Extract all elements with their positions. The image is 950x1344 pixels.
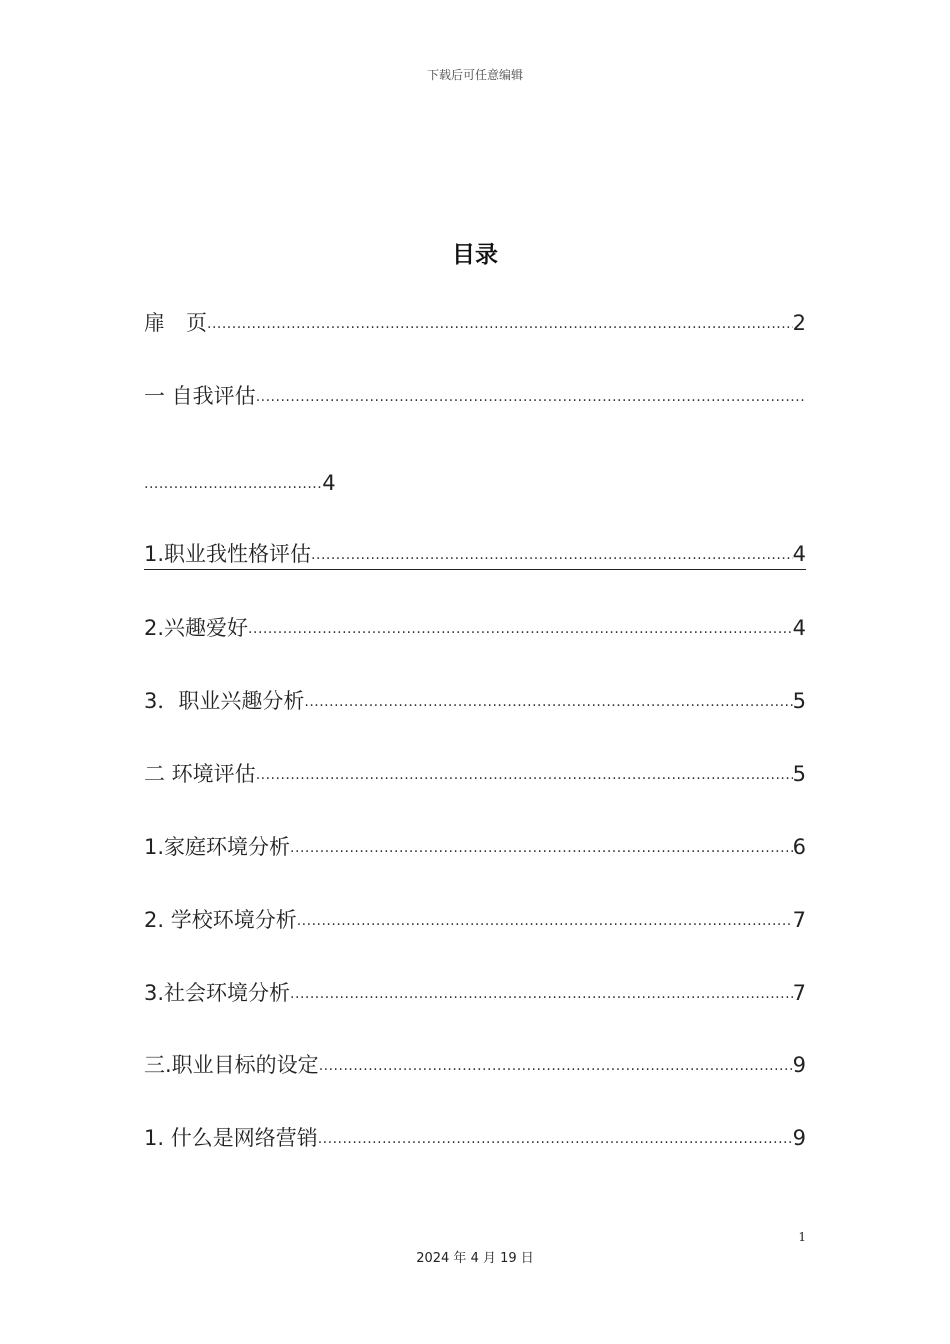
toc-entry-label: 扉 页: [144, 311, 207, 335]
toc-entry-environment[interactable]: [144, 759, 806, 789]
toc-entry-school[interactable]: [144, 905, 806, 935]
toc-entry-page: 7: [792, 908, 806, 932]
page-number: 1: [798, 1230, 806, 1244]
toc-entry-label: 2. 学校环境分析: [144, 908, 297, 932]
dot-leader: [256, 387, 806, 411]
dot-leader: [256, 765, 793, 789]
toc-entry-label: 1.家庭环境分析: [144, 835, 291, 859]
toc-entry-page: 5: [792, 762, 806, 786]
dot-leader: [319, 1056, 793, 1080]
toc-entry-label: 3．职业兴趣分析: [144, 689, 305, 713]
dot-leader: [207, 314, 793, 338]
dot-leader: [311, 545, 793, 569]
dot-leader: [248, 619, 793, 643]
toc-title: 目录: [452, 242, 498, 268]
dot-leader: ....................................: [144, 476, 323, 492]
toc-entry-page: 4: [792, 616, 806, 640]
toc-entry-hobbies[interactable]: [144, 613, 806, 643]
toc-entry-family[interactable]: [144, 832, 806, 862]
dot-leader: [318, 1129, 793, 1153]
dot-leader: [304, 692, 792, 716]
toc-entry-page: 4: [792, 542, 806, 566]
toc-entry-career-goal[interactable]: [144, 1050, 806, 1080]
header-note: 下载后可任意编辑: [426, 68, 523, 82]
toc-entry-self-assessment-continuation[interactable]: [144, 468, 336, 498]
toc-entry-personality[interactable]: [144, 540, 806, 570]
toc-entry-label: 二 环境评估: [144, 762, 256, 786]
toc-entry-label: 1. 什么是网络营销: [144, 1126, 318, 1150]
toc-entry-cover[interactable]: [144, 308, 806, 338]
toc-entry-page: 6: [792, 835, 806, 859]
dot-leader: [290, 984, 793, 1008]
toc-entry-page: 9: [792, 1053, 806, 1077]
dot-leader: [290, 838, 793, 862]
toc-entry-online-marketing[interactable]: [144, 1123, 806, 1153]
toc-entry-label: 1.职业我性格评估: [144, 542, 312, 566]
footer-date: 2024 年 4 月 19 日: [416, 1251, 534, 1266]
toc-entry-page: 2: [792, 311, 806, 335]
toc-entry-label: 3.社会环境分析: [144, 981, 291, 1005]
toc-entry-page: 5: [792, 689, 806, 713]
toc-entry-self-assessment[interactable]: [144, 381, 806, 411]
toc-entry-page: 4: [322, 471, 336, 495]
toc-entry-label: 2.兴趣爱好: [144, 616, 249, 640]
toc-entry-career-interest[interactable]: [144, 686, 806, 716]
toc-entry-label: 一 自我评估: [144, 384, 256, 408]
toc-entry-page: 9: [792, 1126, 806, 1150]
toc-entry-page: 7: [792, 981, 806, 1005]
toc-entry-label: 三.职业目标的设定: [144, 1053, 319, 1077]
dot-leader: [297, 911, 793, 935]
toc-entry-society[interactable]: [144, 978, 806, 1008]
